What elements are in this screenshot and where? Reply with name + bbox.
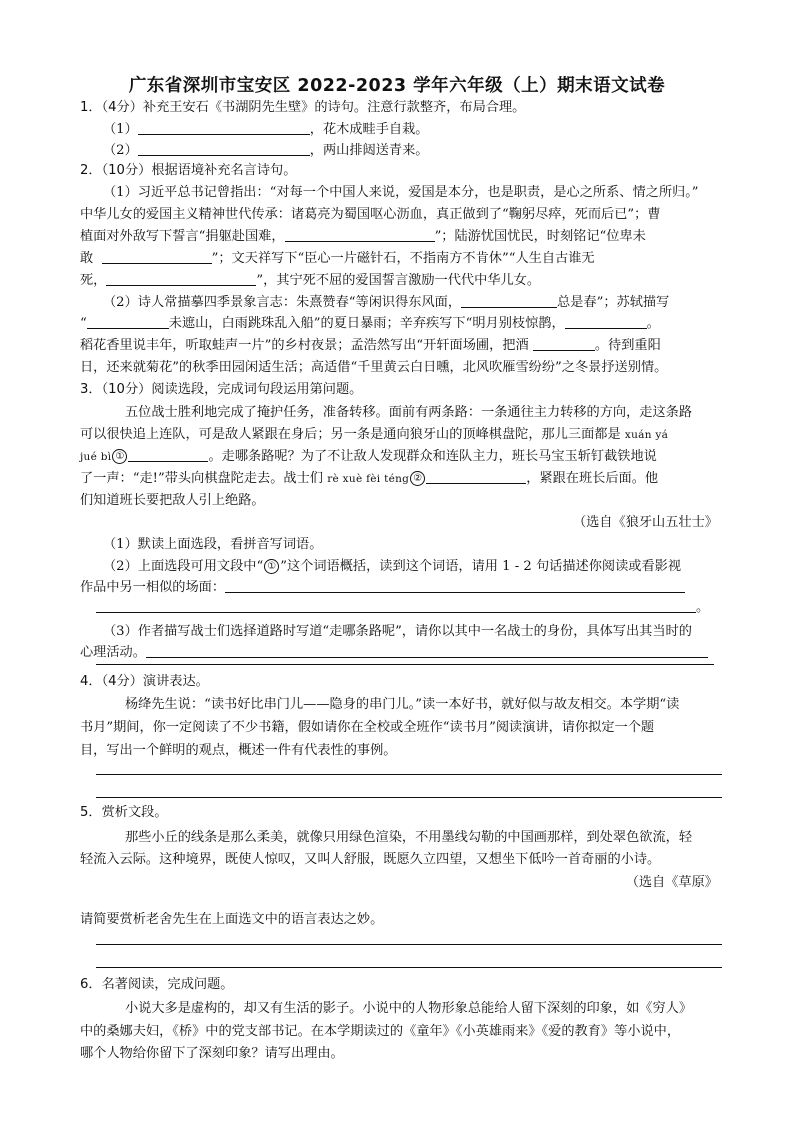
q2-p1-line — [80, 271, 540, 291]
q5-passage-line: 那些小丘的线条是那么柔美，就像只用绿色渲染，不用墨线勾勒的中国画那样，到处翠色欲流，轻 — [125, 830, 693, 845]
answer-blank[interactable] — [138, 141, 310, 156]
q3-passage-line — [80, 469, 658, 489]
blank-number-badge: ① — [264, 559, 279, 574]
q2-text: 。待到重阳 — [594, 338, 661, 353]
q3-source: （选自《狼牙山五壮士》 — [572, 515, 718, 530]
q3-passage-line — [80, 447, 657, 467]
pinyin-hint: jué bì — [80, 451, 112, 463]
q1-l1-label: （1） — [103, 122, 138, 137]
q3-passage-line: 们知道班长要把敌人引上绝路。 — [80, 493, 265, 508]
q2-text: ”，其宁死不屈的爱国誓言激励一代代中华儿女。 — [256, 273, 541, 288]
q2-text: 。 — [646, 316, 660, 331]
q6-passage-line: 哪个人物给你留下了深刻印象？请写出理由。 — [80, 1046, 344, 1061]
answer-line[interactable] — [96, 664, 714, 665]
q5-source: （选自《草原》 — [625, 875, 718, 890]
answer-blank[interactable] — [146, 643, 708, 658]
q3-text: （2）上面选段可用文段中“ — [103, 559, 264, 574]
q1-l2-text: ，两山排闼送青来。 — [309, 143, 429, 158]
exam-title: 广东省深圳市宝安区 2022-2023 学年六年级（上）期末语文试卷 — [128, 76, 666, 96]
q6-heading: 6．名著阅读，完成问题。 — [80, 977, 234, 992]
answer-blank[interactable] — [128, 447, 208, 462]
answer-line[interactable] — [96, 774, 722, 775]
answer-blank[interactable] — [565, 314, 647, 329]
q3-passage-line — [80, 425, 668, 445]
q2-p1-line — [80, 249, 595, 269]
answer-line[interactable] — [96, 797, 722, 798]
answer-line[interactable] — [96, 967, 722, 968]
q2-text: 稻花香里说丰年，听取蛙声一片”的乡村夜景；孟浩然写出“开轩面场圃，把酒 — [80, 338, 529, 353]
q3-text: ，紧跟在班长后面。他 — [526, 471, 659, 486]
q3-text: 了一声：“走!”带头向棋盘陀走去。战士们 — [80, 471, 323, 486]
q1-line-2 — [103, 141, 428, 161]
answer-blank[interactable] — [106, 271, 256, 286]
q5-prompt: 请简要赏析老舍先生在上面选文中的语言表达之妙。 — [80, 912, 384, 927]
q4-passage-line: 目，写出一个鲜明的观点，概述一件有代表性的事例。 — [80, 743, 397, 758]
q2-text: ”；文天祥写下“臣心一片磁针石，不指南方不肯休”“人生自古谁无 — [211, 251, 595, 266]
q6-passage-line: 小说大多是虚构的，却又有生活的影子。小说中的人物形象总能给人留下深刻的印象，如《穷人》 — [125, 1001, 693, 1016]
q2-p1-line: 中华儿女的爱国主义精神世代传承：诸葛亮为蜀国呕心沥血，真正做到了“鞠躬尽瘁，死而后已”；曹 — [80, 207, 661, 222]
q4-passage-line: 书月”期间，你一定阅读了不少书籍，假如请你在全校或全班作“读书月”阅读演讲，请你拟定一个题 — [80, 720, 655, 735]
q3-heading: 3．（10分）阅读选段，完成词句段运用第问题。 — [80, 382, 363, 397]
q2-text: ”；陆游忧国忧民，时刻铭记“位卑未 — [434, 229, 646, 244]
q2-p2-line: 日，还来就菊花”的秋季田园闲适生活；高适借“千里黄云白日曛，北风吹雁雪纷纷”之冬景抒送别情。 — [80, 360, 668, 375]
blank-number-badge: ① — [112, 449, 127, 464]
q4-passage-line: 杨绛先生说：“读书好比串门儿——隐身的串门儿。”读一本好书，就好似与故友相交。本学期“读 — [125, 697, 680, 712]
pinyin-hint: rè xuè fèi téng — [327, 473, 410, 485]
q4-heading: 4．（4分）演讲表达。 — [80, 674, 209, 689]
q6-passage-line: 中的桑娜夫妇，《桥》中的党支部书记。在本学期读过的《童年》《小英雄雨来》《爱的教育》等小说中， — [80, 1024, 681, 1039]
pinyin-hint: xuán yá — [624, 429, 669, 441]
answer-blank[interactable] — [87, 314, 169, 329]
q2-p2-line — [80, 314, 660, 334]
q3-text: 心理活动。 — [80, 645, 146, 660]
answer-blank[interactable] — [426, 469, 526, 484]
answer-line[interactable] — [96, 944, 722, 945]
q2-text: 植面对外敌写下誓言“捐躯赴国难， — [80, 229, 285, 244]
q2-text: 敢 — [80, 251, 94, 266]
q1-l1-text: ，花木成畦手自栽。 — [309, 122, 429, 137]
q3-text: ”这个词语概括，读到这个词语，请用 1 - 2 句话描述你阅读或看影视 — [280, 559, 682, 574]
answer-blank[interactable] — [461, 293, 557, 308]
q3-sub-2-line — [80, 578, 685, 598]
q3-text: 。走哪条路呢？为了不让敌人发现群众和连队主力，班长马宝玉斩钉截铁地说 — [208, 449, 657, 464]
q2-heading: 2．（10分）根据语境补充名言诗句。 — [80, 163, 297, 178]
q5-heading: 5．赏析文段。 — [80, 805, 168, 820]
q3-text: 作品中另一相似的场面： — [80, 580, 226, 595]
q2-text: “ — [80, 316, 87, 331]
q2-text: 未遮山，白雨跳珠乱入船”的夏日暴雨；辛弃疾写下“明月别枝惊鹊， — [168, 316, 565, 331]
q2-text: 总是春”；苏轼描写 — [557, 295, 670, 310]
q2-p1-line: （1）习近平总书记曾指出：“对每一个中国人来说，爱国是本分，也是职责，是心之所系、情之所归。” — [103, 185, 699, 200]
answer-blank[interactable] — [285, 227, 435, 242]
q3-sub-3: （3）作者描写战士们选择道路时写道“走哪条路呢”，请你以其中一名战士的身份，具体写出其当时的 — [103, 624, 692, 639]
answer-blank[interactable] — [96, 598, 696, 613]
q2-p2-line — [80, 336, 661, 356]
q3-sub-1: （1）默读上面选段，看拼音写词语。 — [103, 537, 323, 552]
q3-text: 。 — [696, 600, 710, 615]
answer-blank[interactable] — [225, 578, 685, 593]
q3-sub-2-line — [96, 598, 709, 618]
answer-blank[interactable] — [138, 120, 310, 135]
answer-blank[interactable] — [533, 336, 595, 351]
blank-number-badge: ② — [410, 471, 425, 486]
q3-passage-line: 五位战士胜利地完成了掩护任务，准备转移。面前有两条路：一条通往主力转移的方向，走这条路 — [125, 405, 693, 420]
q2-p1-line — [80, 227, 646, 247]
q2-text: 死， — [80, 273, 107, 288]
q3-sub-3-line — [80, 643, 708, 663]
q3-sub-2 — [103, 557, 681, 577]
q5-passage-line: 轻流入云际。这种境界，既使人惊叹，又叫人舒服，既愿久立四望，又想坐下低吟一首奇丽的小诗。 — [80, 852, 661, 867]
q2-text: （2）诗人常描摹四季景象言志：朱熹赞春“等闲识得东风面， — [103, 295, 462, 310]
q1-line-1 — [103, 120, 428, 140]
q2-p2-line — [103, 293, 669, 313]
q1-heading: 1．（4分）补充王安石《书湖阴先生壁》的诗句。注意行款整齐，布局合理。 — [80, 100, 526, 115]
answer-blank[interactable] — [102, 249, 212, 264]
q1-l2-label: （2） — [103, 143, 138, 158]
q3-text: 可以很快追上连队，可是敌人紧跟在身后；另一条是通向狼牙山的顶峰棋盘陀，那儿三面都是 — [80, 427, 621, 442]
